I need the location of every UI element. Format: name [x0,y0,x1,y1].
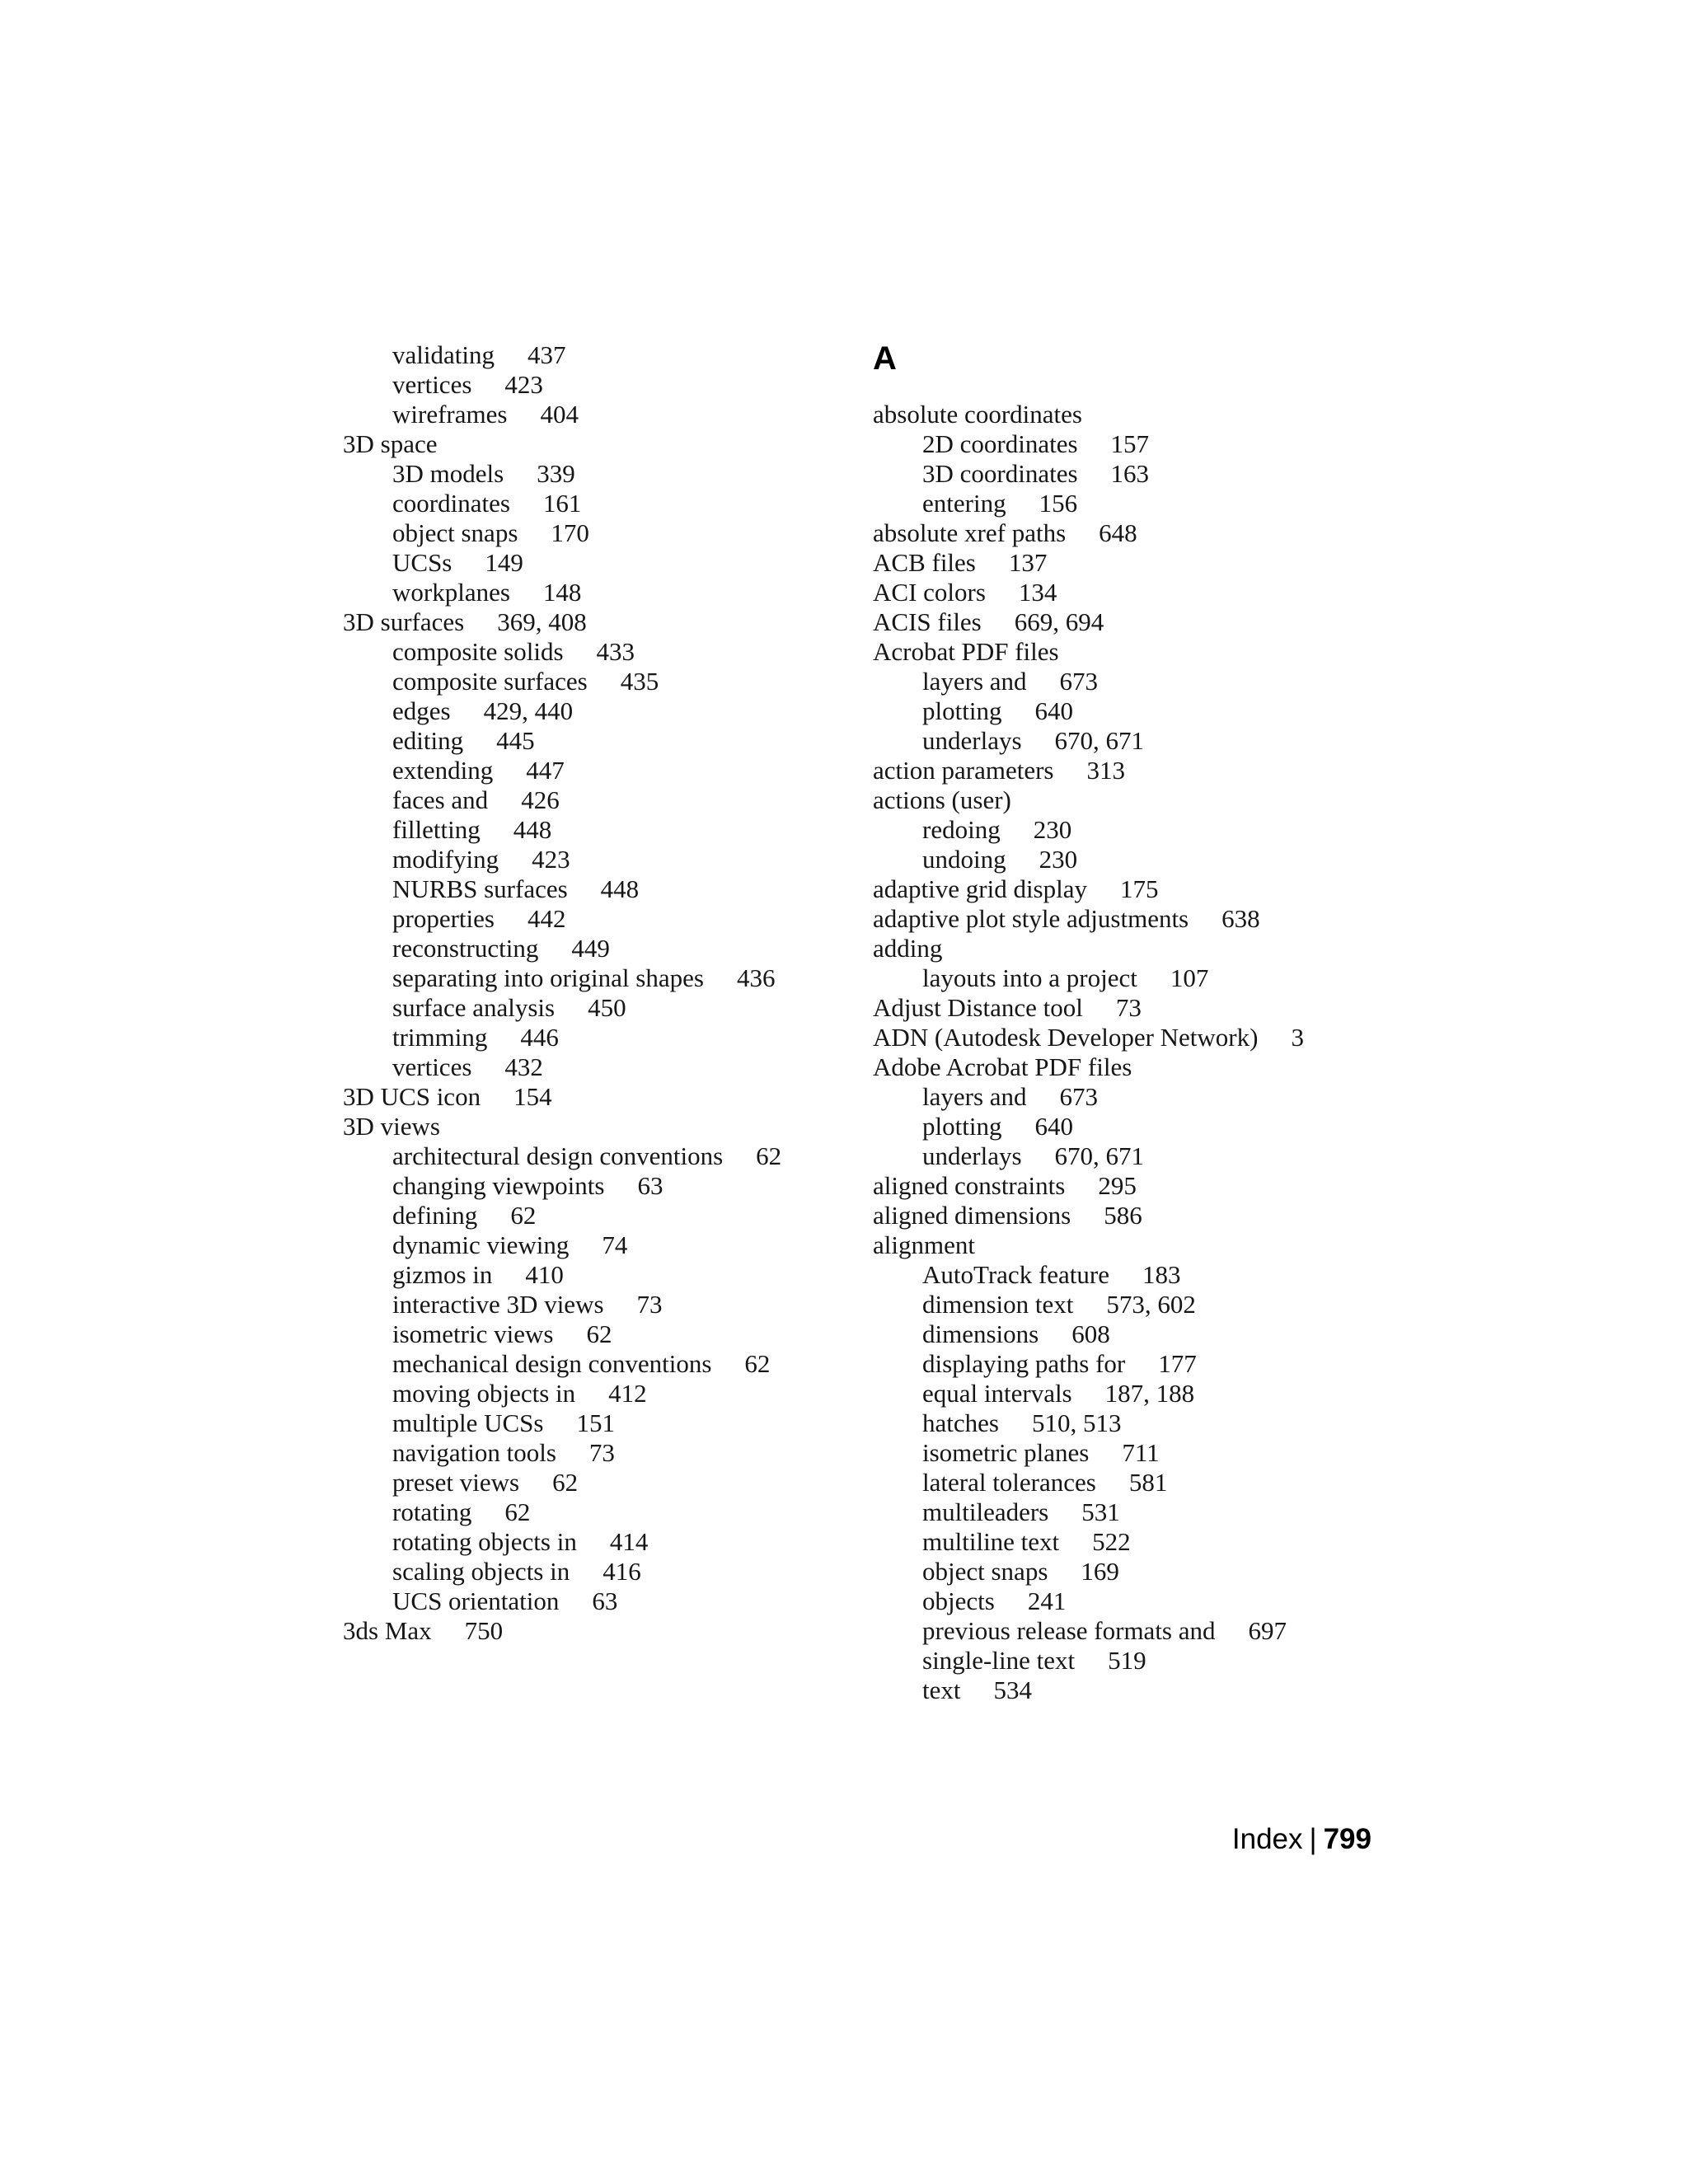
index-term: validating [392,340,495,369]
index-term: architectural design conventions [392,1141,724,1170]
index-subentry [922,667,1098,696]
index-term: hatches [922,1408,999,1437]
index-page-refs: 432 [504,1052,543,1081]
index-term: composite solids [392,637,564,666]
index-term: layers and [922,667,1027,696]
index-page-refs: 62 [756,1141,782,1170]
index-subentry [922,726,1144,756]
index-term: entering [922,489,1006,518]
index-term: dimension text [922,1290,1074,1319]
index-page-refs: 63 [592,1586,618,1615]
index-page-refs: 750 [464,1616,504,1645]
index-page-refs: 648 [1099,518,1137,547]
index-subentry [922,429,1149,459]
index-subentry [922,1260,1180,1290]
index-page-refs: 149 [485,548,523,577]
index-subentry [922,1290,1196,1319]
index-subentry [922,1557,1119,1586]
page-number: 799 [1323,1823,1372,1855]
index-term: previous release formats and [922,1616,1216,1645]
index-term: ACIS files [873,607,982,636]
index-term: composite surfaces [392,667,588,696]
index-page-refs: 669, 694 [1014,607,1104,636]
index-page-refs: 62 [586,1319,612,1348]
index-subentry [392,518,589,548]
index-term: isometric views [392,1319,554,1348]
index-subentry [392,904,565,934]
index-term: ACB files [873,548,976,577]
index-page-refs: 154 [513,1082,552,1111]
index-subentry [392,1438,615,1468]
index-page-refs: 134 [1018,578,1057,607]
index-term: 3D coordinates [922,459,1078,488]
index-term: scaling objects in [392,1557,570,1586]
index-term: ADN (Autodesk Developer Network) [873,1023,1259,1052]
index-term: properties [392,904,495,933]
index-page-refs: 522 [1092,1527,1131,1556]
index-page-refs: 423 [504,370,543,399]
index-term: layers and [922,1082,1027,1111]
index-term: undoing [922,845,1006,874]
index-page-refs: 241 [1027,1586,1067,1615]
index-subentry [392,1586,617,1616]
index-page-refs: 73 [636,1290,663,1319]
index-term: editing [392,726,464,755]
footer-separator: | [1309,1823,1317,1855]
index-subentry [392,696,573,726]
index-subentry [922,1408,1121,1438]
index-page-refs: 442 [527,904,566,933]
footer-section-label: Index [1231,1823,1303,1855]
index-subentry [392,756,565,785]
index-subentry [392,400,579,429]
index-page-refs: 670, 671 [1054,726,1145,755]
index-subentry [392,1141,781,1171]
index-term: aligned dimensions [873,1201,1071,1230]
index-subentry [922,696,1073,726]
index-subentry [922,1527,1131,1557]
index-subentry [392,637,635,667]
index-page-refs: 107 [1170,963,1209,992]
index-page-refs: 177 [1158,1349,1197,1378]
index-term: plotting [922,696,1002,725]
index-page-refs: 148 [542,578,582,607]
index-page-refs: 445 [496,726,535,755]
index-page-refs: 435 [620,667,659,696]
index-page-refs: 519 [1108,1646,1146,1675]
index-entry [873,993,1142,1023]
index-entry [873,1052,1132,1082]
index-subentry [392,1349,770,1379]
index-term: Adjust Distance tool [873,993,1083,1022]
index-page-refs: 433 [596,637,635,666]
index-page-refs: 426 [521,785,560,814]
index-page-refs: 73 [1115,993,1142,1022]
index-page-refs: 450 [588,993,626,1022]
index-term: 2D coordinates [922,429,1078,458]
index-subentry [392,1468,578,1497]
index-term: UCSs [392,548,452,577]
index-page-refs: 62 [510,1201,537,1230]
index-term: lateral tolerances [922,1468,1096,1497]
index-subentry [922,1646,1146,1675]
index-page-refs: 157 [1110,429,1150,458]
index-subentry [922,1616,1287,1646]
index-page-refs: 670, 671 [1054,1141,1145,1170]
index-term: redoing [922,815,1001,844]
index-term: object snaps [392,518,518,547]
index-page-refs: 581 [1128,1468,1168,1497]
index-term: extending [392,756,494,785]
index-term: absolute coordinates [873,400,1082,429]
index-entry [873,637,1059,667]
index-term: multiple UCSs [392,1408,544,1437]
index-page-refs: 175 [1120,874,1159,903]
index-term: surface analysis [392,993,556,1022]
index-subentry [922,1141,1144,1171]
index-subentry [922,963,1208,993]
index-term: objects [922,1586,995,1615]
index-entry [873,548,1047,578]
index-term: Adobe Acrobat PDF files [873,1052,1132,1081]
index-subentry [392,1319,612,1349]
index-page-refs: 416 [603,1557,641,1586]
index-term: vertices [392,370,472,399]
index-term: 3D UCS icon [343,1082,481,1111]
index-term: ACI colors [873,578,986,607]
index-term: dynamic viewing [392,1230,570,1259]
index-page-refs: 295 [1098,1171,1137,1200]
index-page-refs: 697 [1248,1616,1287,1645]
index-term: reconstructing [392,934,539,963]
index-term: wireframes [392,400,508,429]
index-page-refs: 63 [637,1171,663,1200]
index-page-refs: 62 [552,1468,579,1497]
index-term: mechanical design conventions [392,1349,712,1378]
index-page-refs: 640 [1034,1112,1073,1141]
index-term: rotating [392,1497,472,1526]
index-subentry [392,548,523,578]
index-page-refs: 423 [532,845,570,874]
index-page-refs: 449 [571,934,610,963]
index-subentry [392,1379,647,1408]
index-term: adding [873,934,943,963]
index-term: isometric planes [922,1438,1090,1467]
index-subentry [922,845,1077,874]
index-page-refs: 313 [1086,756,1125,785]
index-term: actions (user) [873,785,1011,814]
index-term: AutoTrack feature [922,1260,1109,1289]
index-term: action parameters [873,756,1054,785]
index-term: workplanes [392,578,510,607]
index-term: changing viewpoints [392,1171,605,1200]
index-term: single-line text [922,1646,1076,1675]
index-page-refs: 673 [1059,1082,1099,1111]
index-page-refs: 156 [1039,489,1078,518]
index-entry [873,1023,1304,1052]
index-page-refs: 412 [608,1379,647,1408]
index-entry [343,1082,552,1112]
index-term: defining [392,1201,478,1230]
index-subentry [922,1468,1167,1497]
index-term: underlays [922,726,1022,755]
index-term: object snaps [922,1557,1048,1586]
index-entry [873,934,942,963]
index-page-refs: 410 [525,1260,564,1289]
index-page-refs: 573, 602 [1106,1290,1196,1319]
index-term: displaying paths for [922,1349,1126,1378]
index-page-refs: 163 [1110,459,1150,488]
index-entry [343,607,587,637]
index-term: text [922,1675,961,1704]
index-entry [873,578,1057,607]
index-page-refs: 448 [513,815,552,844]
index-subentry [392,1497,530,1527]
index-page-refs: 404 [540,400,579,429]
index-term: plotting [922,1112,1002,1141]
index-subentry [392,578,581,607]
index-subentry [392,459,575,489]
index-term: modifying [392,845,499,874]
index-subentry [922,1349,1197,1379]
index-page-refs: 436 [736,963,776,992]
index-term: coordinates [392,489,510,518]
index-page-refs: 448 [600,874,640,903]
index-page-refs: 673 [1059,667,1099,696]
index-page-refs: 640 [1034,696,1073,725]
index-entry [873,1230,975,1260]
index-page-refs: 437 [527,340,566,369]
index-entry [873,518,1137,548]
index-page-refs: 137 [1008,548,1048,577]
index-subentry [922,1586,1066,1616]
index-subentry [392,993,626,1023]
index-subentry [392,1201,536,1230]
index-term: interactive 3D views [392,1290,604,1319]
index-term: multiline text [922,1527,1060,1556]
index-page-refs: 230 [1033,815,1072,844]
index-term: multileaders [922,1497,1049,1526]
index-entry [343,1112,440,1141]
index-page-refs: 73 [588,1438,615,1467]
index-page-refs: 531 [1081,1497,1120,1526]
index-page-refs: 3 [1291,1023,1304,1052]
index-term: separating into original shapes [392,963,704,992]
index-subentry [922,489,1077,518]
index-term: rotating objects in [392,1527,577,1556]
index-page-refs: 170 [551,518,589,547]
index-term: 3ds Max [343,1616,432,1645]
index-term: vertices [392,1052,472,1081]
index-subentry [392,1230,627,1260]
index-page-refs: 62 [744,1349,771,1378]
index-term: absolute xref paths [873,518,1067,547]
index-subentry [392,1290,663,1319]
index-subentry [392,667,659,696]
index-entry [873,756,1125,785]
index-subentry [922,1438,1160,1468]
index-page-refs: 429, 440 [483,696,574,725]
index-subentry [392,1171,663,1201]
index-subentry [922,1112,1073,1141]
index-page-refs: 608 [1071,1319,1110,1348]
index-page-refs: 534 [993,1675,1032,1704]
index-page-refs: 169 [1081,1557,1119,1586]
index-subentry [922,1082,1098,1112]
index-subentry [392,726,535,756]
index-term: aligned constraints [873,1171,1066,1200]
index-term: 3D surfaces [343,607,465,636]
index-term: trimming [392,1023,488,1052]
index-term: faces and [392,785,489,814]
section-letter-heading: A [873,340,897,377]
index-term: adaptive grid display [873,874,1087,903]
index-page-refs: 369, 408 [497,607,587,636]
index-entry [873,1201,1142,1230]
index-term: filletting [392,815,481,844]
index-page-refs: 74 [602,1230,628,1259]
index-subentry [392,934,610,963]
index-entry [873,874,1159,904]
index-entry [343,429,437,459]
index-term: NURBS surfaces [392,874,568,903]
index-term: 3D models [392,459,504,488]
index-subentry [922,459,1149,489]
index-subentry [392,874,639,904]
index-subentry [392,370,543,400]
index-page-refs: 414 [609,1527,649,1556]
index-entry [873,904,1260,934]
page-footer [1232,1823,1372,1856]
index-subentry [922,1319,1110,1349]
index-page-refs: 446 [520,1023,559,1052]
index-page-refs: 638 [1221,904,1260,933]
index-subentry [392,1052,543,1082]
index-page-refs: 447 [526,756,565,785]
index-page-refs: 151 [576,1408,615,1437]
index-term: 3D space [343,429,438,458]
index-page-refs: 187, 188 [1104,1379,1195,1408]
index-term: UCS orientation [392,1586,560,1615]
index-subentry [922,815,1071,845]
index-page-refs: 510, 513 [1031,1408,1122,1437]
index-entry [873,785,1011,815]
index-term: layouts into a project [922,963,1137,992]
index-subentry [392,1557,641,1586]
index-entry [873,400,1082,429]
index-term: moving objects in [392,1379,576,1408]
index-page-refs: 711 [1122,1438,1160,1467]
index-page-refs: 183 [1142,1260,1181,1289]
index-subentry [392,1023,559,1052]
index-subentry [392,963,775,993]
index-term: adaptive plot style adjustments [873,904,1189,933]
index-subentry [922,1675,1032,1705]
index-subentry [922,1497,1120,1527]
index-term: navigation tools [392,1438,556,1467]
index-term: dimensions [922,1319,1039,1348]
index-subentry [392,785,560,815]
index-entry [343,1616,503,1646]
index-subentry [392,1408,615,1438]
index-subentry [922,1379,1194,1408]
index-subentry [392,340,565,370]
index-page-refs: 586 [1104,1201,1142,1230]
index-term: underlays [922,1141,1022,1170]
index-term: alignment [873,1230,975,1259]
index-subentry [392,815,551,845]
index-term: Acrobat PDF files [873,637,1059,666]
index-term: preset views [392,1468,520,1497]
index-page-refs: 339 [537,459,575,488]
index-entry [873,1171,1137,1201]
index-term: gizmos in [392,1260,493,1289]
index-subentry [392,1260,564,1290]
index-page-refs: 161 [542,489,582,518]
index-term: edges [392,696,451,725]
index-term: 3D views [343,1112,440,1141]
index-subentry [392,1527,648,1557]
index-page-refs: 230 [1039,845,1078,874]
index-entry [873,607,1104,637]
index-page-refs: 62 [504,1497,531,1526]
index-subentry [392,489,581,518]
index-term: equal intervals [922,1379,1072,1408]
index-subentry [392,845,570,874]
